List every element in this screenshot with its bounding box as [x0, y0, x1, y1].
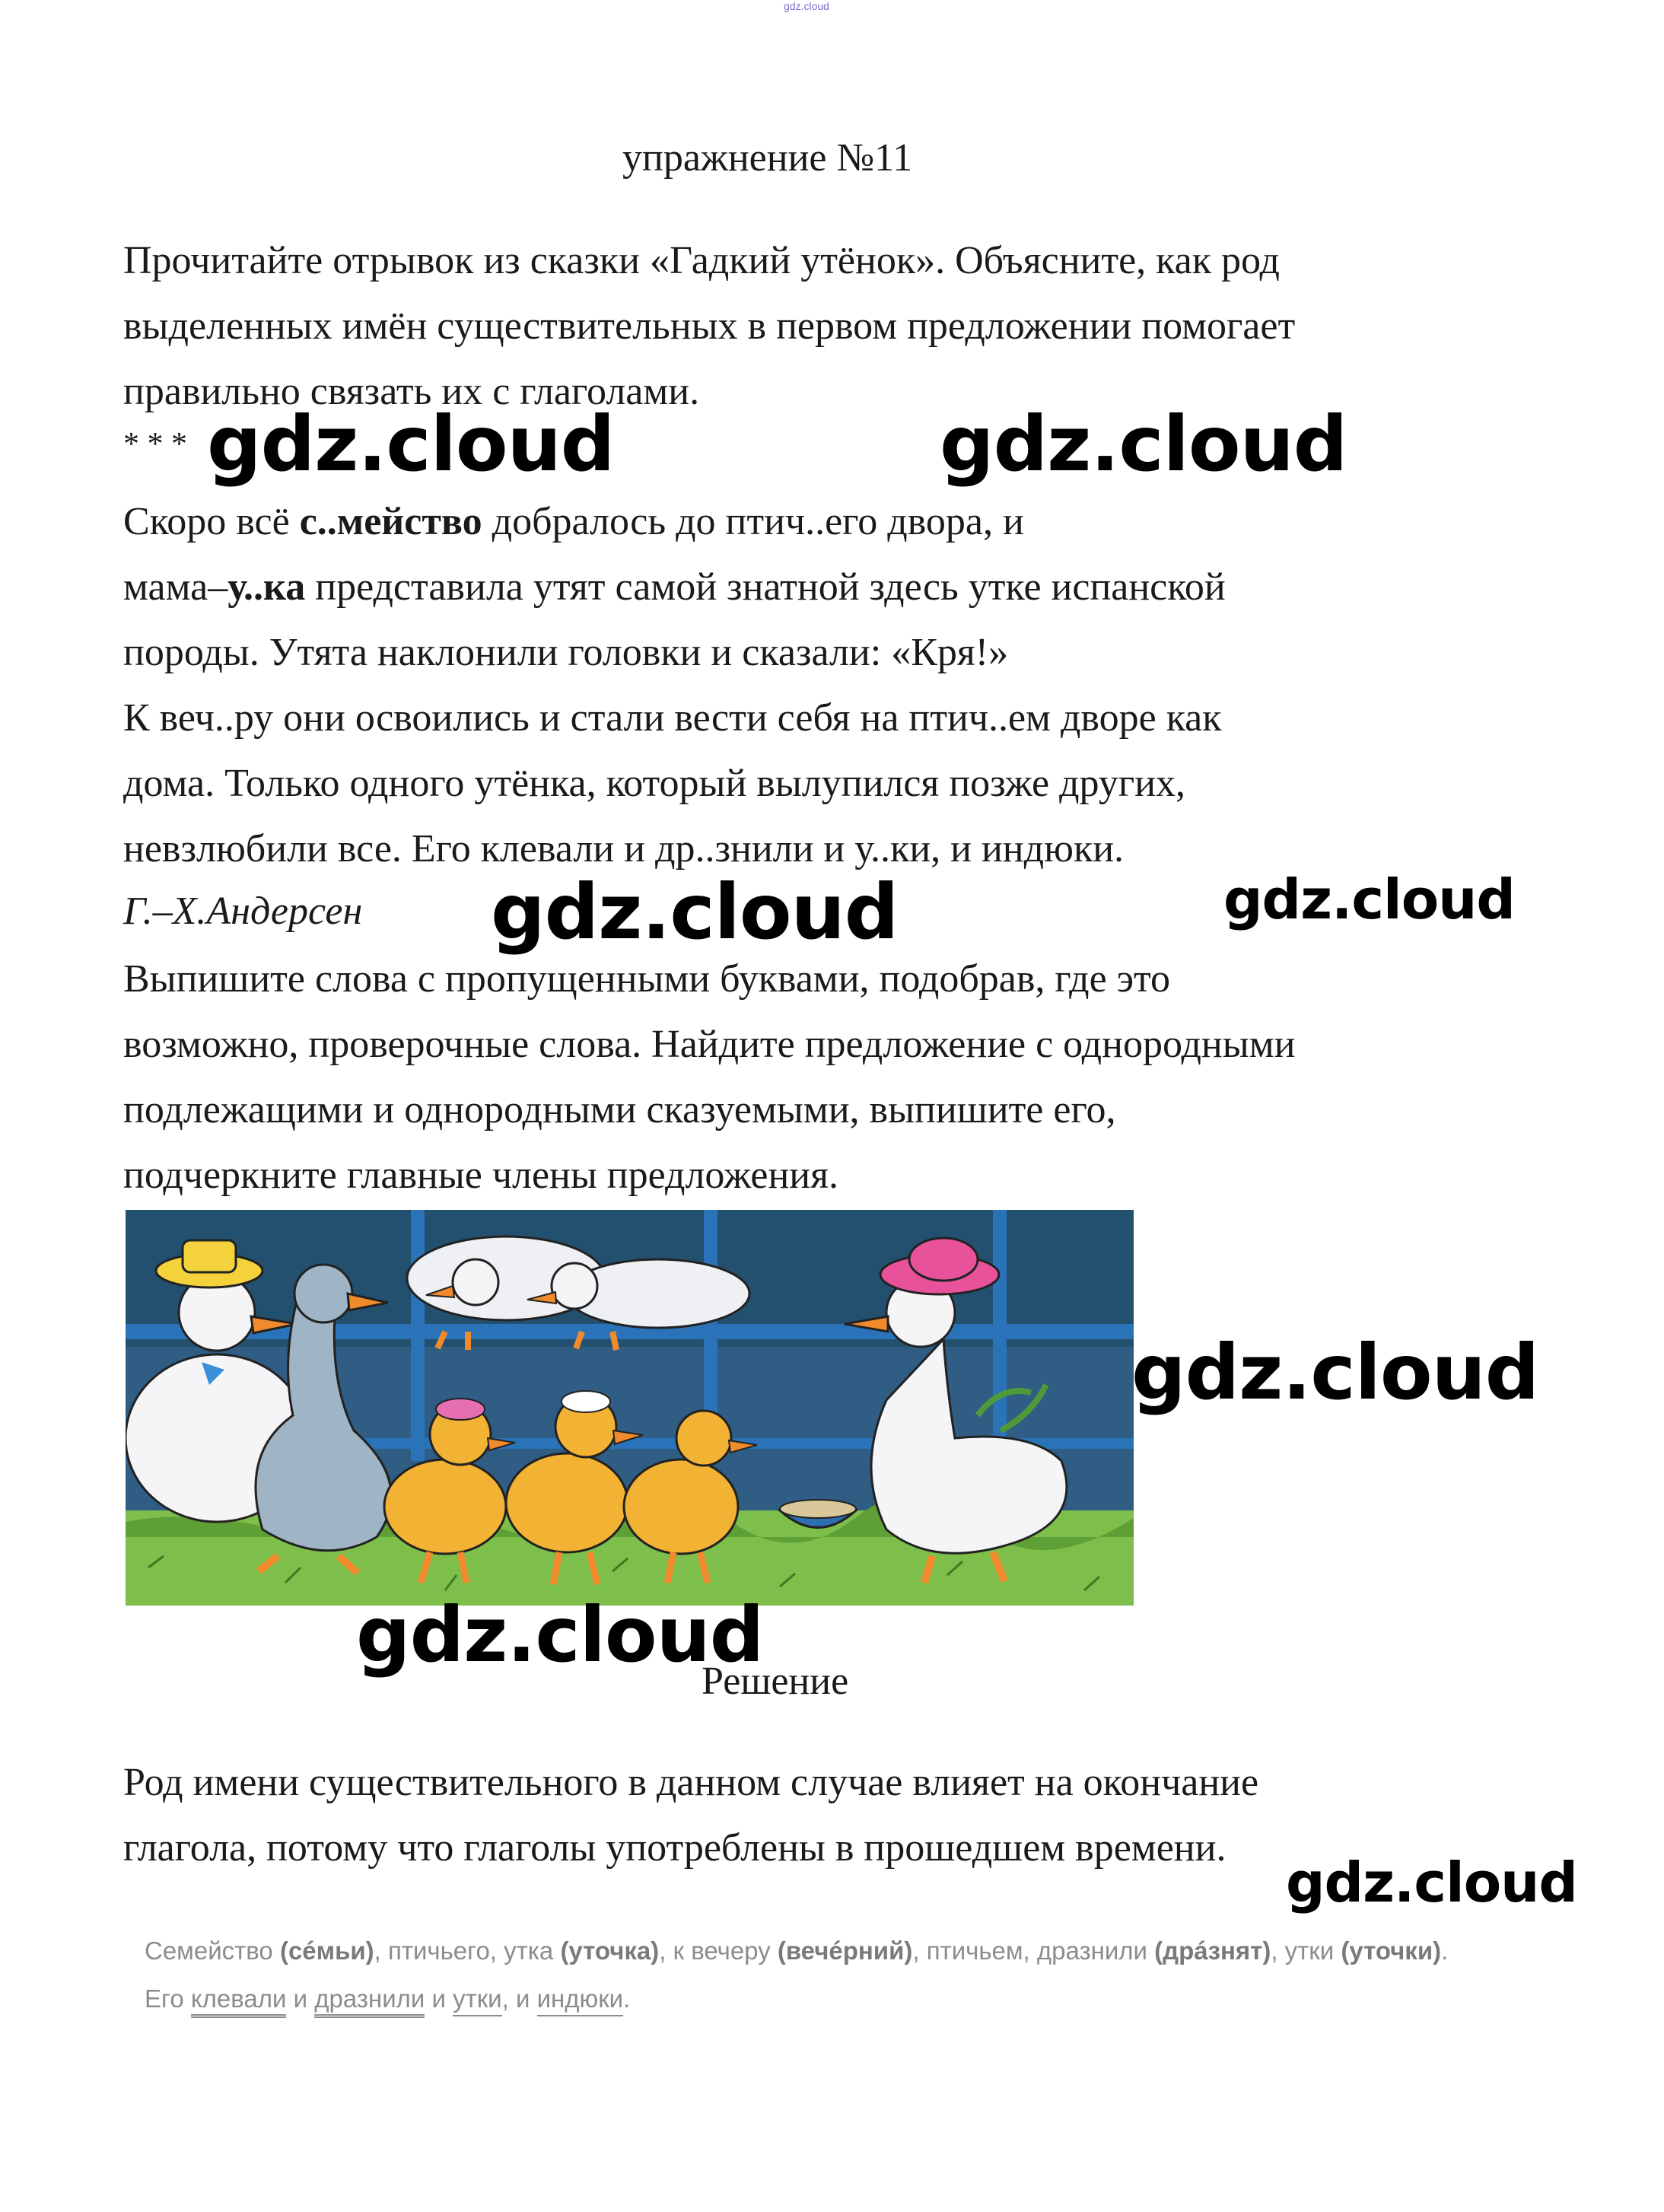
- poultry-yard-illustration: [126, 1210, 1134, 1606]
- task2-paragraph: [123, 947, 1569, 1208]
- task-line: Прочитайте отрывок из сказки «Гадкий утёнок». Объясните, как род: [123, 239, 1280, 282]
- solution-line: Род имени существительного в данном случае влияет на окончание: [123, 1761, 1259, 1804]
- watermark: gdz.cloud: [356, 1590, 764, 1679]
- story-line-5: дома. Только одного утёнка, который вылупился позже других,: [123, 762, 1186, 805]
- story-line-6: невзлюбили все. Его клевали и др..знили и у..ки, и индюки.: [123, 827, 1125, 870]
- header-watermark: gdz.cloud: [784, 0, 829, 12]
- story-line-1: Скоро всё с..мейство добралось до птич..его двора, и: [123, 500, 1024, 543]
- watermark: gdz.cloud: [491, 867, 899, 956]
- bold-word-semeystvo: с..мейство: [299, 500, 482, 543]
- subject-underlined: утки: [453, 1984, 502, 2016]
- task2-line: возможно, проверочные слова. Найдите предложение с однородными: [123, 1023, 1296, 1066]
- watermark: gdz.cloud: [1131, 1328, 1539, 1417]
- predicate-underlined: дразнили: [314, 1984, 425, 2018]
- story-line-3: породы. Утята наклонили головки и сказали: «Кря!»: [123, 631, 1009, 674]
- story-paragraph: [123, 489, 1569, 882]
- bold-word-utka: у..ка: [227, 565, 306, 609]
- task2-line: подчеркните главные члены предложения.: [123, 1154, 839, 1197]
- exercise-title: упражнение №11: [622, 136, 913, 180]
- task2-line: Выпишите слова с пропущенными буквами, подобрав, где это: [123, 957, 1171, 1001]
- predicate-underlined: клевали: [191, 1984, 287, 2018]
- subject-underlined: индюки: [537, 1984, 624, 2016]
- stars-separator: * * *: [123, 427, 187, 462]
- author: Г.–Х.Андерсен: [123, 890, 363, 933]
- solution-line: глагола, потому что глаголы употреблены в прошедшем времени.: [123, 1826, 1227, 1870]
- task-line: выделенных имён существительных в первом предложении помогает: [123, 304, 1296, 348]
- watermark: gdz.cloud: [1286, 1851, 1577, 1914]
- task2-line: подлежащими и однородными сказуемыми, выпишите его,: [123, 1088, 1116, 1131]
- watermark: gdz.cloud: [1223, 867, 1515, 931]
- watermark: gdz.cloud: [207, 399, 615, 489]
- task-line: правильно связать их с глаголами.: [123, 370, 700, 413]
- story-line-2: мама–у..ка представила утят самой знатной здесь утке испанской: [123, 565, 1226, 609]
- task-paragraph: [123, 228, 1569, 425]
- story-line-4: К веч..ру они освоились и стали вести себя на птич..ем дворе как: [123, 696, 1222, 740]
- answer-line-2: Его клевали и дразнили и утки, и индюки.: [145, 1984, 630, 2013]
- solution-heading: Решение: [702, 1660, 849, 1703]
- answer-line-1: Семейство (сéмьи), птичьего, утка (уточка), к вечеру (вечéрний), птичьем, дразнили (дрáзнят), утки (уточки).: [145, 1937, 1449, 1965]
- watermark: gdz.cloud: [940, 399, 1347, 489]
- solution-paragraph: [123, 1750, 1569, 1881]
